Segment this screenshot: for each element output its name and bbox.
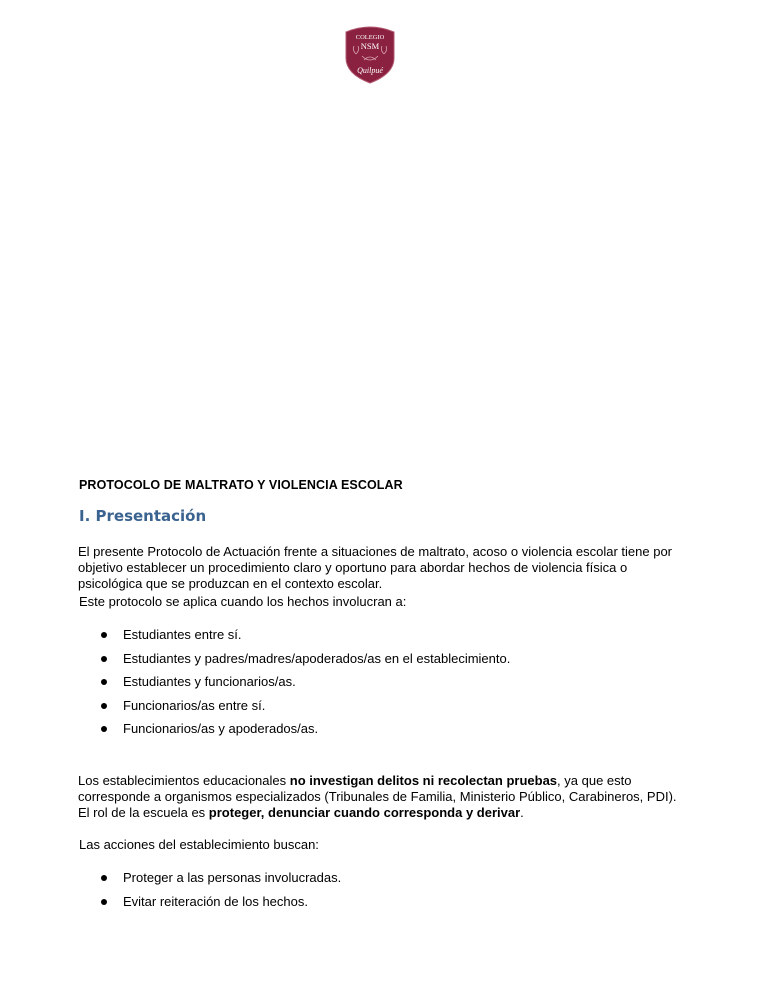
emphasis-proteger: proteger, denunciar cuando corresponda y derivar: [208, 805, 521, 820]
role-paragraph: Los establecimientos educacionales no investigan delitos ni recolectan pruebas, ya que esto corresponde a organismos especializados (Tribunales de Familia, Ministerio Público, Carabineros, PDI). El rol de la escuela es proteger, denunciar cuando corresponda y derivar.: [78, 773, 677, 820]
logo-line1: COLEGIO: [355, 34, 385, 41]
school-logo: [342, 26, 398, 84]
bullet-icon: [101, 875, 107, 881]
emphasis-no-investigan: no investigan delitos ni recolectan pruebas: [289, 773, 558, 788]
bullet-icon: [101, 703, 107, 709]
bullet-icon: [101, 632, 107, 638]
bullet-icon: [101, 656, 107, 662]
bullet-icon: [101, 679, 107, 685]
document-title: PROTOCOLO DE MALTRATO Y VIOLENCIA ESCOLAR: [79, 478, 403, 492]
bullet-icon: [101, 726, 107, 732]
scope-paragraph: Este protocolo se aplica cuando los hechos involucran a:: [79, 594, 407, 609]
school-crest-icon: [342, 26, 398, 84]
actions-paragraph: Las acciones del establecimiento buscan:: [79, 837, 319, 852]
intro-paragraph: El presente Protocolo de Actuación frente a situaciones de maltrato, acoso o violencia escolar tiene por objetivo establecer un procedimiento claro y oportuno para abordar hechos de violencia física o psicológica que se produzcan en el contexto escolar.: [78, 544, 673, 591]
logo-line2: NSM: [360, 41, 380, 51]
logo-line3: Quilpué: [357, 66, 383, 75]
section-heading: I. Presentación: [79, 507, 207, 525]
bullet-icon: [101, 899, 107, 905]
